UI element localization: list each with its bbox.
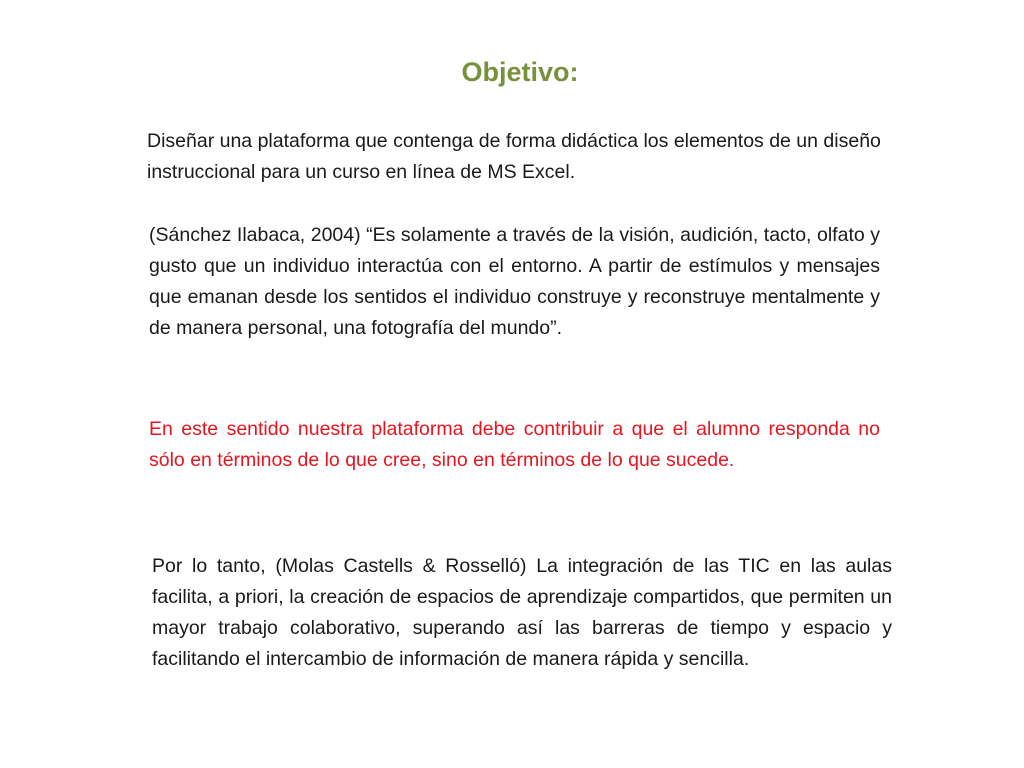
sanchez-quote-paragraph: (Sánchez Ilabaca, 2004) “Es solamente a través de la visión, audición, tacto, olfato y gusto que un individuo interactúa con el entorno. A partir de estímulos y mensajes que emanan desde los sentidos el individuo construye y reconstruye mentalmente y de manera personal, una fotografía del mundo”. [149,224,880,339]
objective-paragraph: Diseñar una plataforma que contenga de forma didáctica los elementos de un diseño instruccional para un curso en línea de MS Excel. [147,130,881,183]
highlight-paragraph: En este sentido nuestra plataforma debe contribuir a que el alumno responda no sólo en términos de lo que cree, sino en términos de lo que sucede. [149,418,880,471]
slide-title: Objetivo: [461,57,579,87]
conclusion-paragraph: Por lo tanto, (Molas Castells & Rosselló) La integración de las TIC en las aulas facilita, a priori, la creación de espacios de aprendizaje compartidos, que permiten un mayor trabajo colaborativo, superando así las barreras de tiempo y espacio y facilitando el intercambio de información de manera rápida y sencilla. [152,555,892,670]
